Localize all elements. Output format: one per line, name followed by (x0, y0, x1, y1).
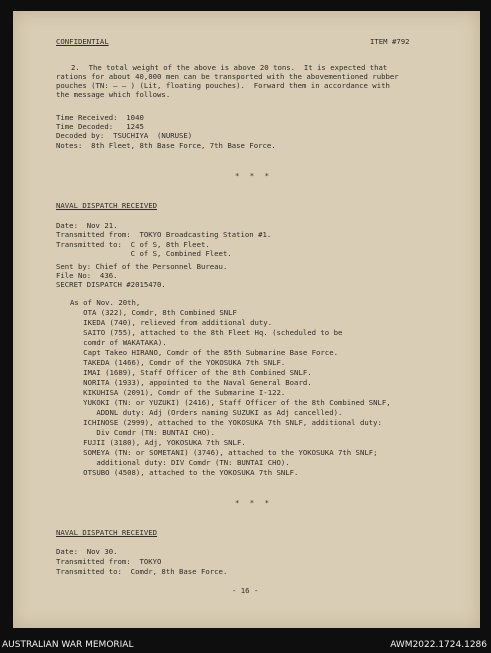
transmitted-to: Transmitted to: C of S, 8th Fleet. (56, 240, 210, 249)
notes-line: Notes: 8th Fleet, 8th Base Force, 7th Base Force. (56, 141, 276, 150)
dispatch-body-line: OTSUBO (4508), attached to the YOKOSUKA 7th SNLF. (70, 468, 299, 477)
dispatch-body-line: OTA (322), Comdr, 8th Combined SNLF (70, 308, 237, 317)
transmitted-to: Transmitted to: Comdr, 8th Base Force. (56, 567, 228, 576)
dispatch-body-line: As of Nov. 20th, (70, 298, 141, 307)
dispatch-body-line: additional duty: DIV Comdr (TN: BUNTAI CHO). (70, 458, 290, 467)
paragraph-line: rations for about 40,000 men can be transported with the abovementioned rubber (56, 72, 399, 81)
dispatch-body-line: TAKEDA (1466), Comdr of the YOKOSUKA 7th SNLF. (70, 358, 286, 367)
classification-header: CONFIDENTIAL (56, 37, 109, 46)
secret-dispatch-number: SECRET DISPATCH #2015470. (56, 280, 166, 289)
dispatch-date: Date: Nov 21. (56, 221, 118, 230)
dispatch-body-line: KIKUHISA (2091), Comdr of the Submarine I-122. (70, 388, 286, 397)
sent-by: Sent by: Chief of the Personnel Bureau. (56, 262, 228, 271)
time-decoded: Time Decoded: 1245 (56, 122, 144, 131)
transmitted-to-2: C of S, Combined Fleet. (56, 249, 232, 258)
dispatch-body-line: IMAI (1689), Staff Officer of the 8th Combined SNLF. (70, 368, 312, 377)
dispatch-body-line: ICHINOSE (2999), attached to the YOKOSUKA 7th SNLF, additional duty: (70, 418, 382, 427)
dispatch-body-line: SOMEYA (TN: or SOMETANI) (3746), attached to the YOKOSUKA 7th SNLF; (70, 448, 378, 457)
transmitted-from: Transmitted from: TOKYO Broadcasting Station #1. (56, 230, 272, 239)
dispatch-body-line: SAITO (755), attached to the 8th Fleet Hq. (scheduled to be (70, 328, 343, 337)
dispatch-body-line: ADDNL duty: Adj (Orders naming SUZUKI as Adj cancelled). (70, 408, 343, 417)
section-separator: * * * (235, 498, 272, 507)
archive-footer (0, 637, 491, 653)
dispatch-body-line: FUJII (3180), Adj, YOKOSUKA 7th SNLF. (70, 438, 246, 447)
transmitted-from: Transmitted from: TOKYO (56, 557, 162, 566)
paragraph-line: pouches (TN: — — ) (Lit, floating pouches). Forward them in accordance with (56, 81, 390, 90)
file-number: File No: 436. (56, 271, 118, 280)
page-number: - 16 - (232, 586, 259, 595)
dispatch-body-line: IKEDA (740), relieved from additional duty. (70, 318, 273, 327)
item-number: ITEM #792 (370, 37, 410, 46)
time-received: Time Received: 1040 (56, 113, 144, 122)
archive-reference: AWM2022.1724.1286 (390, 640, 487, 650)
dispatch-title: NAVAL DISPATCH RECEIVED (56, 201, 158, 210)
section-separator: * * * (235, 171, 272, 180)
archive-name: AUSTRALIAN WAR MEMORIAL (2, 640, 134, 650)
dispatch-title: NAVAL DISPATCH RECEIVED (56, 528, 158, 537)
dispatch-body-line: Capt Takeo HIRANO, Comdr of the 85th Submarine Base Force. (70, 348, 338, 357)
document-page (13, 11, 480, 628)
dispatch-body-line: YUKOKI (TN: or YUZUKI) (2416), Staff Officer of the 8th Combined SNLF, (70, 398, 391, 407)
dispatch-date: Date: Nov 30. (56, 547, 118, 556)
dispatch-body-line: Div Comdr (TN: BUNTAI CHO). (70, 428, 215, 437)
paragraph-line: 2. The total weight of the above is above 20 tons. It is expected that (71, 63, 388, 72)
decoded-by: Decoded by: TSUCHIYA (NURUSE) (56, 131, 193, 140)
dispatch-body-line: comdr of WAKATAKA). (70, 338, 167, 347)
paragraph-line: the message which follows. (56, 90, 171, 99)
dispatch-body-line: NORITA (1933), appointed to the Naval General Board. (70, 378, 312, 387)
